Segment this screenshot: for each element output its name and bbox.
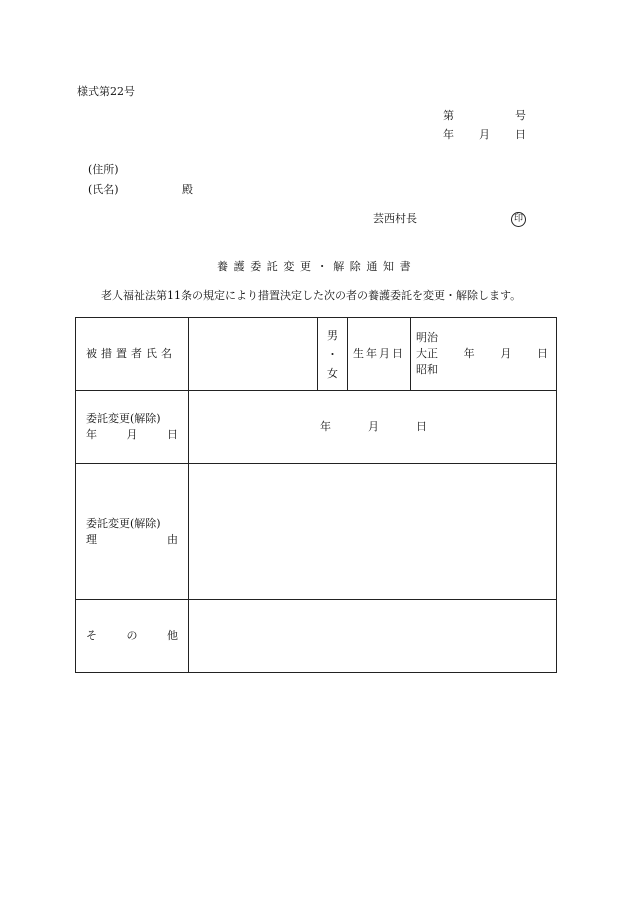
reason-value-cell[interactable]	[189, 464, 557, 600]
document-no-suffix: 号	[515, 109, 526, 122]
change-date-label-line2	[86, 427, 178, 443]
reason-label-yu: 由	[167, 532, 178, 546]
change-date-label-year: 年	[86, 428, 97, 441]
era-taisho-row	[416, 346, 548, 362]
date-year-label: 年	[443, 128, 454, 141]
table-row-change-date	[76, 391, 557, 464]
reason-label-cell	[76, 464, 189, 600]
change-date-label-line1: 委託変更(解除)	[86, 412, 161, 425]
birth-date-value-cell[interactable]	[411, 318, 557, 391]
body-text: 老人福祉法第11条の規定により措置決定した次の者の養護委託を変更・解除します。	[101, 289, 522, 302]
table-row-reason	[76, 464, 557, 600]
birth-date-label-cell	[348, 318, 411, 391]
date-day-label: 日	[515, 128, 526, 141]
subject-name-label-text: 被措置者氏名	[86, 347, 176, 360]
change-date-label-day: 日	[167, 428, 178, 441]
document-title: 養護委託変更・解除通知書	[217, 260, 417, 273]
other-value-cell[interactable]	[189, 600, 557, 673]
birth-month-label: 月	[500, 347, 512, 360]
other-label-so: そ	[86, 629, 97, 642]
birth-year-label: 年	[463, 347, 475, 360]
change-date-day: 日	[416, 420, 427, 433]
subject-name-label	[86, 346, 178, 362]
date-month-label: 月	[479, 128, 490, 141]
seal-mark	[511, 211, 526, 227]
era-showa: 昭和	[416, 363, 438, 376]
seal-icon: 印	[511, 212, 526, 227]
table-row-other	[76, 600, 557, 673]
reason-label-line2	[86, 532, 178, 548]
recipient-address-label: (住所)	[88, 163, 119, 176]
change-date-label-month: 月	[126, 428, 138, 441]
other-label-no: の	[126, 629, 138, 642]
era-taisho: 大正	[416, 347, 438, 360]
other-label	[86, 628, 178, 644]
birth-day-label: 日	[536, 347, 548, 360]
change-date-month: 月	[368, 420, 379, 433]
notice-table	[75, 317, 557, 673]
subject-name-value[interactable]	[189, 318, 318, 391]
reason-label-line1: 委託変更(解除)	[86, 516, 161, 530]
birth-date-label: 生年月日	[353, 347, 405, 360]
other-label-cell	[76, 600, 189, 673]
change-date-value	[189, 419, 556, 435]
change-date-value-cell[interactable]	[189, 391, 557, 464]
other-label-ta: 他	[167, 629, 178, 642]
reason-label-ri: 理	[86, 532, 97, 546]
change-date-year: 年	[320, 420, 331, 433]
sex-male: 男	[327, 328, 338, 342]
document-no-prefix: 第	[443, 109, 454, 122]
recipient-honorific: 殿	[182, 183, 193, 196]
table-row-name	[76, 318, 557, 391]
change-date-label-cell	[76, 391, 189, 464]
recipient-name-label: (氏名)	[88, 183, 119, 196]
sex-female: 女	[327, 366, 338, 380]
issuer-title: 芸西村長	[373, 212, 417, 225]
sex-cell[interactable]	[318, 318, 348, 391]
subject-name-label-cell	[76, 318, 189, 391]
form-number: 様式第22号	[77, 85, 135, 98]
era-meiji: 明治	[416, 331, 438, 344]
sex-separator: ・	[327, 347, 338, 361]
